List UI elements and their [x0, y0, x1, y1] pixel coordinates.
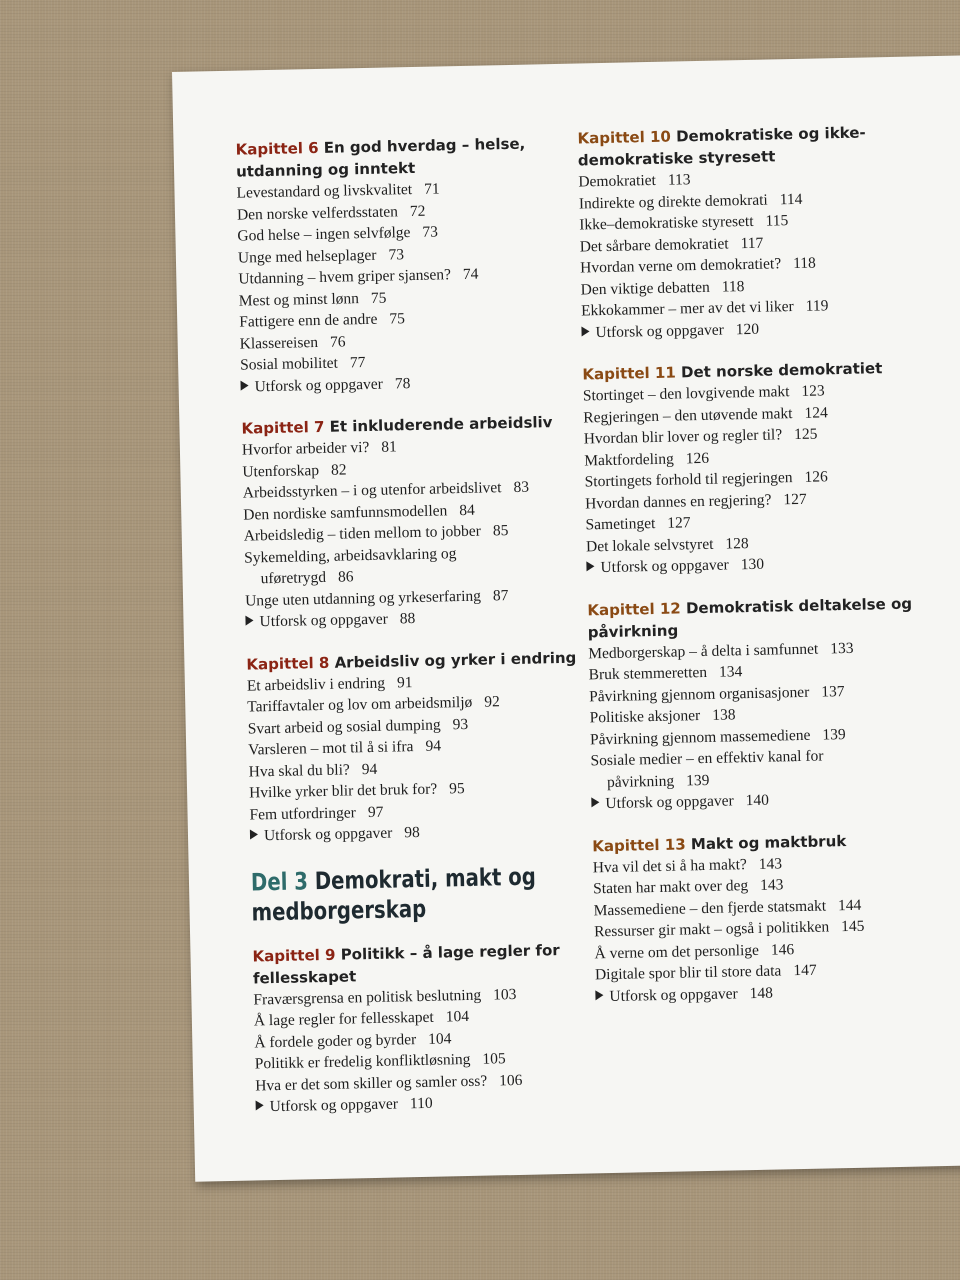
toc-entry-page: 128 — [725, 534, 749, 553]
chapter-label: Kapittel 8 — [246, 653, 330, 674]
triangle-bullet-icon — [256, 1100, 264, 1110]
tasks-text: Utforsk og oppgaver — [595, 321, 724, 341]
toc-entry-page: 76 — [329, 332, 346, 351]
toc-entry-text: Sykemelding, arbeidsavklaring og — [244, 544, 457, 567]
toc-entry-text: Hvilke yrker blir det bruk for? — [248, 780, 438, 802]
chapter-title: Det norske demokratiet — [680, 359, 883, 382]
toc-entry-page: 134 — [718, 663, 743, 681]
tasks-page: 120 — [735, 320, 760, 338]
toc-entry-text: Hva skal du bli? — [248, 760, 350, 781]
chapter-heading — [252, 938, 593, 989]
toc-entry-page: 119 — [805, 297, 829, 315]
toc-entry-text: Svart arbeid og sosial dumping — [247, 716, 441, 738]
triangle-bullet-icon — [586, 561, 594, 571]
tasks-page: 88 — [399, 610, 416, 628]
toc-entry-page: 104 — [445, 1007, 470, 1026]
chapter-heading — [235, 132, 576, 183]
toc-entry-page: 81 — [381, 438, 397, 456]
toc-entry-page: 77 — [349, 354, 366, 372]
chapter-title: Makt og maktbruk — [690, 831, 847, 853]
toc-entry-page: 125 — [793, 425, 818, 444]
toc-entry-text: Stortinget – den lovgivende makt — [582, 383, 790, 405]
toc-entry-text: Arbeidsledig – tiden mellom to jobber — [243, 522, 482, 545]
chapter-section — [577, 121, 911, 344]
tasks-page: 110 — [409, 1094, 433, 1113]
toc-entry-text: Stortingets forhold til regjeringen — [584, 469, 793, 491]
toc-entry-text: Hvordan blir lover og regler til? — [583, 426, 783, 448]
toc-entry-text: Unge med helseplager — [237, 246, 377, 267]
toc-entry-page: 87 — [492, 586, 509, 604]
toc-entry-text: Hvorfor arbeider vi? — [241, 438, 370, 459]
toc-entry-text: Mest og minst lønn — [238, 289, 360, 310]
toc-entry-page: 86 — [337, 568, 354, 586]
toc-entry-page: 91 — [396, 673, 413, 691]
toc-entry-text: Et arbeidsliv i endring — [246, 674, 386, 695]
toc-entry-text: Sosial mobilitet — [239, 354, 339, 374]
toc-entry-text: Å fordele goder og byrder — [254, 1030, 417, 1051]
toc-entry-text: Det lokale selvstyret — [585, 535, 714, 555]
toc-entry-page: 72 — [409, 202, 426, 220]
chapter-label: Kapittel 11 — [582, 363, 676, 384]
tasks-page: 78 — [394, 374, 411, 392]
toc-entry-text: Sosiale medier – en effektiv kanal for — [590, 747, 824, 770]
chapter-title: Politikk – å lage regler for fellesskapet — [252, 940, 560, 988]
toc-entry-text: Fem utfordringer — [249, 803, 357, 824]
toc-entry-text: Levestandard og livskvalitet — [236, 180, 413, 202]
toc-entry-text: Hva vil det si å ha makt? — [592, 855, 747, 876]
toc-entry-page: 147 — [793, 961, 817, 980]
tasks-text: Utforsk og oppgaver — [600, 556, 729, 577]
toc-entry-text: Hvordan verne om demokratiet? — [580, 255, 782, 277]
toc-entry-text: Digitale spor blir til store data — [594, 962, 782, 984]
toc-entry-page: 73 — [422, 223, 439, 241]
chapter-section — [582, 357, 916, 579]
chapter-label: Kapittel 12 — [587, 598, 681, 619]
toc-entry-text: Massemediene – den fjerde statsmakt — [593, 896, 827, 919]
toc-entry-page: 94 — [361, 760, 378, 778]
chapter-title: Demokratiske og ikke-demokratiske styresett — [577, 123, 866, 170]
toc-entry-page: 105 — [482, 1050, 506, 1068]
part-heading — [251, 860, 597, 927]
toc-entry-page: 123 — [801, 382, 825, 400]
toc-entry-text: Demokratiet — [578, 171, 657, 191]
toc-entry-text: Unge uten utdanning og yrkeserfaring — [244, 587, 482, 610]
toc-entry-text: Varsleren – mot til å si ifra — [248, 738, 414, 759]
toc-entry-page: 84 — [459, 501, 475, 519]
toc-entry-page: 106 — [499, 1071, 523, 1089]
chapter-section — [235, 132, 580, 398]
toc-entry-page: 139 — [822, 725, 846, 744]
toc-entry-text: Påvirkning gjennom organisasjoner — [588, 683, 810, 705]
chapter-section — [246, 646, 590, 847]
toc-entry-page: 127 — [783, 490, 807, 508]
toc-entry-page: 143 — [758, 854, 783, 873]
toc-entry-text: Den nordiske samfunnsmodellen — [243, 501, 448, 524]
chapter-title: Arbeidsliv og yrker i endring — [334, 648, 577, 672]
toc-entry-text: Utenforskap — [242, 461, 320, 481]
toc-entry-text: Hva er det som skiller og samler oss? — [255, 1072, 488, 1094]
toc-entry-page: 97 — [367, 803, 384, 821]
toc-entry-text: Fraværsgrensa en politisk beslutning — [253, 986, 482, 1008]
book-page — [172, 54, 960, 1181]
toc-entry-text: Fattigere enn de andre — [239, 310, 378, 331]
toc-entry-page: 126 — [804, 468, 828, 486]
toc-entry-page: 114 — [779, 190, 803, 208]
chapter-section — [241, 411, 585, 634]
toc-entry-text: Medborgerskap – å delta i samfunnet — [588, 640, 819, 662]
chapter-label: Kapittel 10 — [577, 127, 672, 148]
toc-entry-text: Ikke–demokratiske styresett — [579, 212, 754, 234]
tasks-page: 148 — [749, 984, 774, 1002]
toc-entry-page: 146 — [770, 940, 795, 959]
toc-entry-text: Ekkokammer – mer av det vi liker — [580, 298, 794, 320]
tasks-text: Utforsk og oppgaver — [605, 792, 734, 813]
part-label: Del 3 — [250, 866, 309, 897]
toc-entry-page: 75 — [389, 310, 406, 328]
toc-entry-page: 92 — [484, 693, 500, 711]
toc-entry-text: påvirkning — [606, 772, 675, 791]
toc-entry-page: 95 — [448, 780, 465, 798]
toc-entry-text: Utdanning – hvem griper sjansen? — [238, 266, 452, 288]
chapter-label: Kapittel 6 — [235, 138, 319, 159]
toc-entry-text: Ressurser gir makt – også i politikken — [593, 918, 830, 941]
toc-entry-page: 85 — [492, 522, 509, 540]
toc-entry-page: 117 — [740, 234, 764, 252]
toc-entry-text: Hvordan dannes en regjering? — [584, 491, 772, 512]
toc-entry-text: Påvirkning gjennom massemediene — [589, 726, 811, 748]
chapter-title: En god hverdag – helse, utdanning og inntekt — [235, 134, 526, 181]
toc-entry-page: 73 — [388, 245, 405, 264]
toc-entry-page: 133 — [830, 639, 854, 657]
toc-entry-page: 127 — [667, 514, 691, 532]
triangle-bullet-icon — [240, 380, 248, 390]
toc-entry-page: 144 — [837, 896, 862, 914]
toc-entry-text: Å lage regler for fellesskapet — [253, 1008, 434, 1030]
toc-right-column — [577, 121, 926, 1028]
triangle-bullet-icon — [591, 797, 599, 807]
toc-entry-page: 143 — [759, 876, 784, 894]
toc-entry-text: Den viktige debatten — [580, 278, 710, 298]
chapter-heading — [587, 592, 918, 643]
toc-entry-page: 82 — [330, 460, 347, 479]
toc-entry-text: uføretrygd — [260, 568, 327, 588]
chapter-section — [252, 938, 596, 1118]
toc-left-column — [235, 132, 596, 1138]
toc-entry-text: Bruk stemmeretten — [588, 663, 708, 684]
chapter-section — [592, 828, 926, 1007]
toc-entry-page: 124 — [804, 403, 828, 422]
tasks-text: Utforsk og oppgaver — [269, 1095, 399, 1116]
chapter-label: Kapittel 7 — [241, 417, 325, 438]
toc-entry-page: 126 — [685, 449, 710, 467]
chapter-title: Demokratisk deltakelse og påvirkning — [587, 594, 913, 641]
chapter-section — [587, 592, 921, 815]
chapter-label: Kapittel 9 — [252, 945, 336, 966]
tasks-text: Utforsk og oppgaver — [263, 824, 393, 845]
toc-entry-text: Staten har makt over deg — [593, 877, 749, 898]
toc-entry-page: 71 — [423, 180, 440, 198]
chapter-heading — [577, 121, 908, 172]
toc-entry-page: 74 — [462, 265, 479, 283]
toc-entry-page: 113 — [667, 171, 691, 189]
toc-entry-text: Politiske aksjoner — [589, 707, 701, 727]
toc-entry-page: 137 — [821, 682, 845, 701]
toc-entry-text: Det sårbare demokratiet — [579, 234, 729, 255]
toc-entry-page: 139 — [685, 771, 710, 789]
tasks-text: Utforsk og oppgaver — [609, 984, 738, 1005]
toc-entry-text: God helse – ingen selvfølge — [237, 224, 411, 245]
toc-entry-text: Tariffavtaler og lov om arbeidsmiljø — [247, 693, 473, 716]
triangle-bullet-icon — [595, 990, 603, 1000]
chapter-title: Et inkluderende arbeidsliv — [329, 413, 553, 436]
tasks-page: 140 — [745, 791, 770, 810]
toc-entry-text: Å verne om det personlige — [594, 941, 760, 962]
toc-entry-page: 94 — [425, 737, 442, 755]
toc-entry-page: 115 — [765, 212, 789, 230]
toc-entry-text: Klassereisen — [239, 333, 319, 353]
toc-entry-text: Maktfordeling — [584, 450, 674, 469]
toc-entry-text: Den norske velferdsstaten — [236, 202, 399, 224]
toc-entry-text: Politikk er fredelig konfliktløsning — [254, 1050, 471, 1073]
tasks-page: 98 — [404, 823, 420, 842]
tasks-page: 130 — [740, 555, 765, 574]
toc-entry-page: 93 — [452, 715, 469, 733]
chapter-label: Kapittel 13 — [592, 834, 686, 855]
toc-entry-text: Regjeringen – den utøvende makt — [583, 404, 793, 426]
part-title: Demokrati, makt og medborgerskap — [251, 862, 537, 927]
tasks-text: Utforsk og oppgaver — [259, 610, 388, 631]
toc-entry-text: Sametinget — [585, 514, 656, 534]
toc-entry-page: 145 — [840, 917, 865, 936]
toc-entry-page: 138 — [712, 706, 736, 724]
toc-entry-text: Indirekte og direkte demokrati — [578, 191, 768, 213]
toc-entry-page: 118 — [792, 254, 817, 273]
toc-entry-page: 83 — [513, 478, 530, 496]
toc-entry-page: 103 — [492, 985, 517, 1003]
toc-entry-text: Arbeidsstyrken – i og utenfor arbeidslivet — [242, 479, 502, 502]
triangle-bullet-icon — [245, 615, 253, 625]
triangle-bullet-icon — [250, 829, 258, 839]
tasks-text: Utforsk og oppgaver — [254, 375, 384, 395]
toc-entry-page: 75 — [370, 289, 387, 307]
toc-entry-page: 118 — [721, 277, 745, 296]
toc-entry-page: 104 — [427, 1029, 452, 1048]
triangle-bullet-icon — [581, 326, 589, 336]
